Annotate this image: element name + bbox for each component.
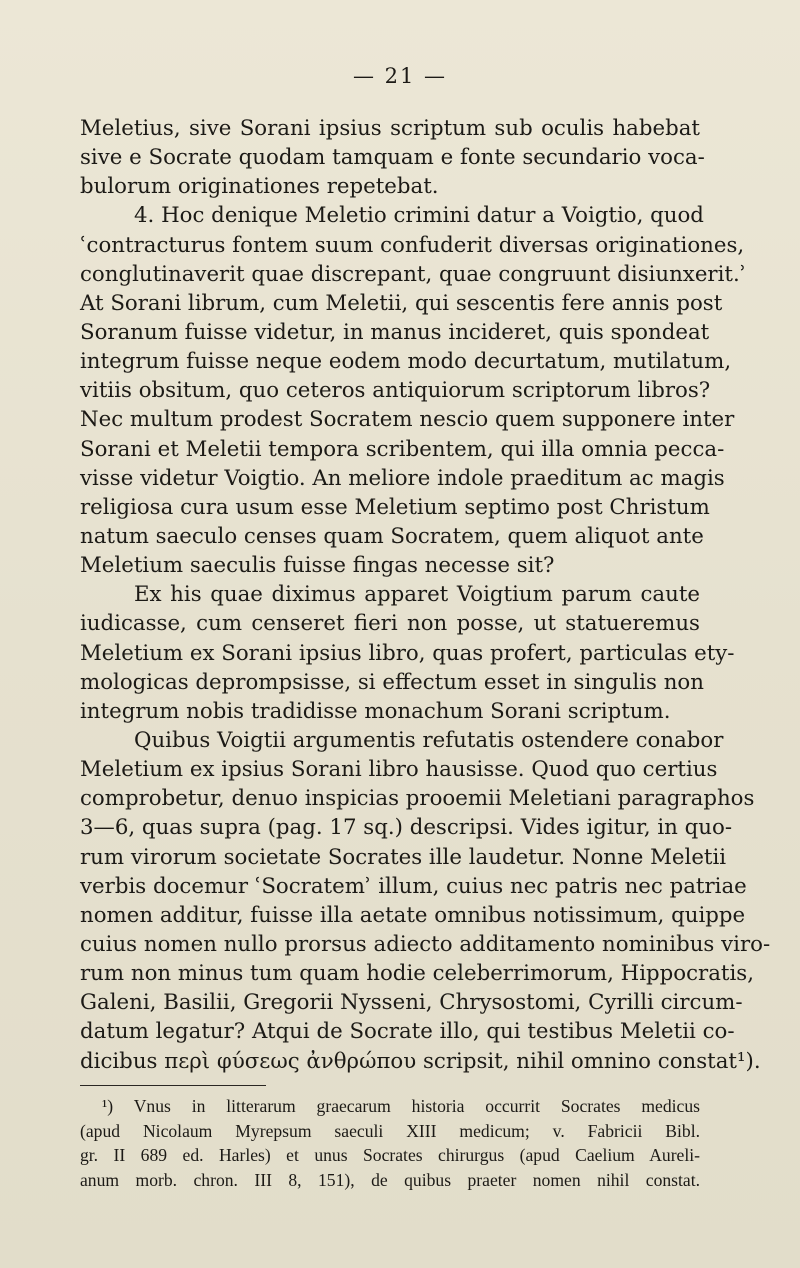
text-line: natum saeculo censes quam Socratem, quem aliquot ante bbox=[80, 523, 704, 549]
text-line: Meletium ex ipsius Sorani libro hausisse. Quod quo certius bbox=[80, 757, 718, 783]
footnote-divider bbox=[80, 1085, 266, 1086]
text-line: visse videtur Voigtio. An meliore indole praeditum ac magis bbox=[80, 465, 725, 491]
footnote-line: gr. II 689 ed. Harles) et unus Socrates chirurgus (apud Caelium Aureli- bbox=[80, 1145, 700, 1165]
text-line: Nec multum prodest Socratem nescio quem supponere inter bbox=[80, 407, 735, 433]
paragraph-start-line: Ex his quae diximus apparet Voigtium parum caute bbox=[134, 582, 700, 608]
text-line: Soranum fuisse videtur, in manus incideret, quis spondeat bbox=[80, 319, 710, 345]
text-line: 3—6, quas supra (pag. 17 sq.) descripsi. Vides igitur, in quo- bbox=[80, 815, 733, 841]
text-line: cuius nomen nullo prorsus adiecto additamento nominibus viro- bbox=[80, 931, 771, 957]
text-line: vitiis obsitum, quo ceteros antiquiorum scriptorum libros? bbox=[80, 378, 711, 404]
paragraph-start-line: Quibus Voigtii argumentis refutatis ostendere conabor bbox=[134, 727, 724, 753]
text-line: integrum nobis tradidisse monachum Sorani scriptum. bbox=[80, 698, 671, 724]
text-line: rum non minus tum quam hodie celeberrimorum, Hippocratis, bbox=[80, 961, 754, 987]
text-line: iudicasse, cum censeret fieri non posse, ut statueremus bbox=[80, 611, 700, 637]
text-line: nomen additur, fuisse illa aetate omnibus notissimum, quippe bbox=[80, 902, 746, 928]
footnote-line: ¹) Vnus in litterarum graecarum historia occurrit Socrates medicus bbox=[102, 1096, 700, 1116]
footnote bbox=[80, 1094, 700, 1192]
text-line: integrum fuisse neque eodem modo decurtatum, mutilatum, bbox=[80, 349, 732, 375]
text-line: conglutinaverit quae discrepant, quae congruunt disiunxerit.ʾ bbox=[80, 261, 747, 287]
text-line: religiosa cura usum esse Meletium septimo post Christum bbox=[80, 494, 710, 520]
text-line: datum legatur? Atqui de Socrate illo, qui testibus Meletii co- bbox=[80, 1019, 735, 1045]
text-line: sive e Socrate quodam tamquam e fonte secundario voca- bbox=[80, 145, 705, 171]
text-line: Meletius, sive Sorani ipsius scriptum sub oculis habebat bbox=[80, 116, 700, 141]
page-number: — 21 — bbox=[352, 64, 448, 88]
text-line: At Sorani librum, cum Meletii, qui sescentis fere annis post bbox=[80, 290, 723, 316]
footnote-line: (apud Nicolaum Myrepsum saeculi XIII medicum; v. Fabricii Bibl. bbox=[80, 1120, 700, 1141]
text-line: comprobetur, denuo inspicias prooemii Meletiani paragraphos bbox=[80, 786, 755, 812]
footnote-line: anum morb. chron. III 8, 151), de quibus praeter nomen nihil constat. bbox=[80, 1169, 700, 1190]
text-line: Sorani et Meletii tempora scribentem, qui illa omnia pecca- bbox=[80, 436, 725, 462]
text-line: verbis docemur ʿSocratemʾ illum, cuius nec patris nec patriae bbox=[80, 873, 747, 899]
text-line: ʿcontracturus fontem suum confuderit diversas originationes, bbox=[80, 232, 745, 258]
text-line: Galeni, Basilii, Gregorii Nysseni, Chrysostomi, Cyrilli circum- bbox=[80, 990, 743, 1016]
text-line: dicibus περὶ φύσεως ἀνθρώπου scripsit, nihil omnino constat¹). bbox=[80, 1048, 761, 1074]
body-text bbox=[80, 114, 771, 1076]
paragraph-start-line: 4. Hoc denique Meletio crimini datur a Voigtio, quod bbox=[134, 203, 704, 229]
text-line: bulorum originationes repetebat. bbox=[80, 174, 439, 200]
text-line: Meletium ex Sorani ipsius libro, quas profert, particulas ety- bbox=[80, 640, 735, 666]
text-line: Meletium saeculis fuisse fingas necesse sit? bbox=[80, 553, 555, 579]
text-line: rum virorum societate Socrates ille laudetur. Nonne Meletii bbox=[80, 844, 727, 870]
text-line: mologicas deprompsisse, si effectum esset in singulis non bbox=[80, 669, 704, 695]
